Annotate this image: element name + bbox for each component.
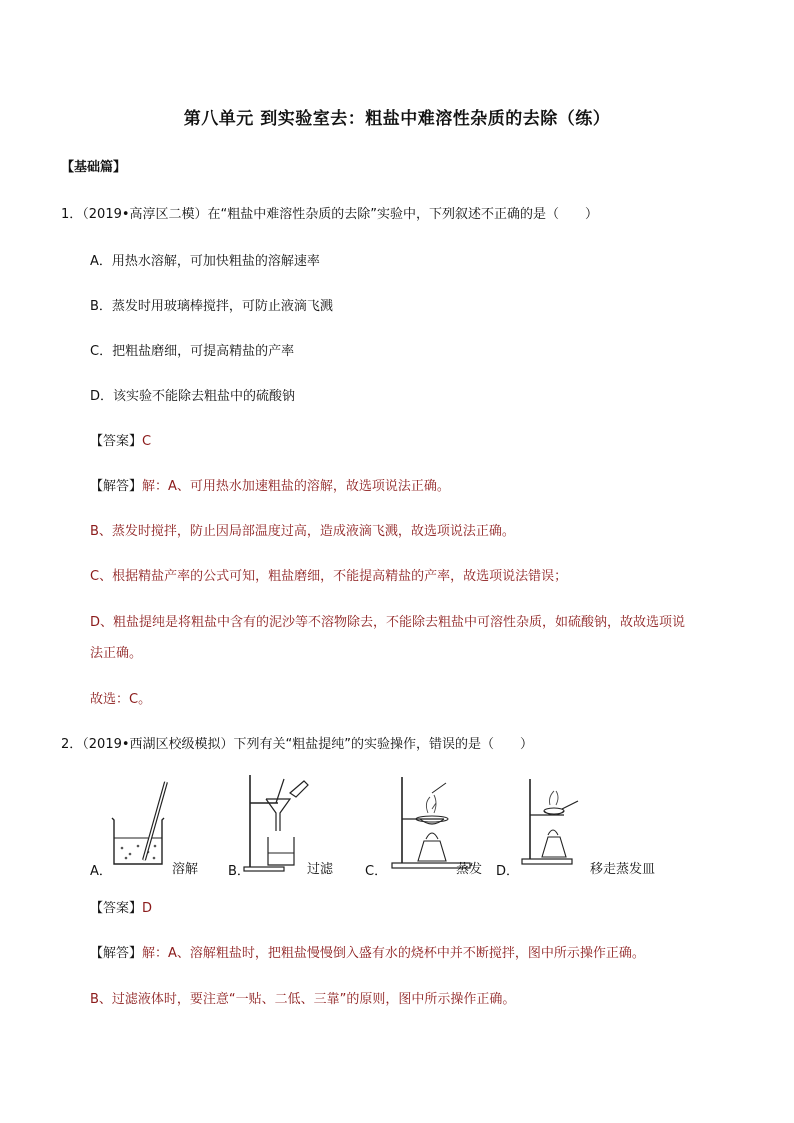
analysis-line: B、蒸发时搅拌，防止因局部温度过高，造成液滴飞溅，故选项说法正确。 (90, 524, 515, 539)
analysis-line: 解：A、可用热水加速粗盐的溶解，故选项说法正确。 (142, 479, 450, 494)
figure-a-caption: 溶解 (172, 862, 199, 877)
analysis-label: 【解答】 (90, 479, 143, 494)
question-1-answer (90, 430, 151, 449)
question-2-answer (90, 897, 152, 916)
analysis-line: D、粗盐提纯是将粗盐中含有的泥沙等不溶物除去，不能除去粗盐中可溶性杂质，如硫酸钠，故故选项说 (90, 615, 686, 630)
question-2-stem: 2．（2019•西湖区校级模拟）下列有关“粗盐提纯”的实验操作，错误的是（ ） (61, 737, 533, 752)
figure-c-letter: C． (365, 864, 388, 879)
question-1-option-a: A．用热水溶解，可加快粗盐的溶解速率 (90, 254, 320, 269)
section-heading: 【基础篇】 (61, 160, 127, 175)
analysis-line: 解：A、溶解粗盐时，把粗盐慢慢倒入盛有水的烧杯中并不断搅拌，图中所示操作正确。 (142, 946, 645, 961)
question-2-analysis (90, 942, 645, 961)
beaker-stirring-icon (108, 778, 172, 868)
question-1-conclusion: 故选：C。 (90, 692, 152, 707)
analysis-line: C、根据精盐产率的公式可知，粗盐磨细，不能提高精盐的产率，故选项说法错误； (90, 569, 568, 584)
remove-dish-apparatus-icon (520, 775, 580, 867)
figure-b-letter: B． (228, 864, 250, 879)
question-1-option-c: C．把粗盐磨细，可提高精盐的产率 (90, 344, 295, 359)
figure-d-caption: 移走蒸发皿 (590, 862, 656, 877)
page-title: 第八单元 到实验室去：粗盐中难溶性杂质的去除（练） (183, 109, 611, 129)
figure-b-caption: 过滤 (307, 862, 334, 877)
question-1-option-d: D．该实验不能除去粗盐中的硫酸钠 (90, 389, 296, 404)
answer-label: 【答案】 (90, 434, 143, 449)
figure-a-letter: A． (90, 864, 112, 879)
answer-value: C (142, 434, 152, 449)
answer-value: D (142, 901, 153, 916)
analysis-label: 【解答】 (90, 946, 143, 961)
question-1-stem: 1．（2019•高淳区二模）在“粗盐中难溶性杂质的去除”实验中，下列叙述不正确的是（ ） (61, 207, 598, 222)
answer-label: 【答案】 (90, 901, 143, 916)
analysis-line: B、过滤液体时，要注意“一贴、二低、三靠”的原则，图中所示操作正确。 (90, 992, 516, 1007)
filtration-apparatus-icon (238, 773, 310, 873)
figure-c-caption: 蒸发 (456, 862, 483, 877)
figure-d-letter: D． (496, 864, 520, 879)
analysis-line: 法正确。 (90, 646, 143, 661)
question-1-analysis (90, 475, 450, 494)
evaporation-apparatus-icon (388, 773, 472, 871)
question-1-option-b: B．蒸发时用玻璃棒搅拌，可防止液滴飞溅 (90, 299, 333, 314)
